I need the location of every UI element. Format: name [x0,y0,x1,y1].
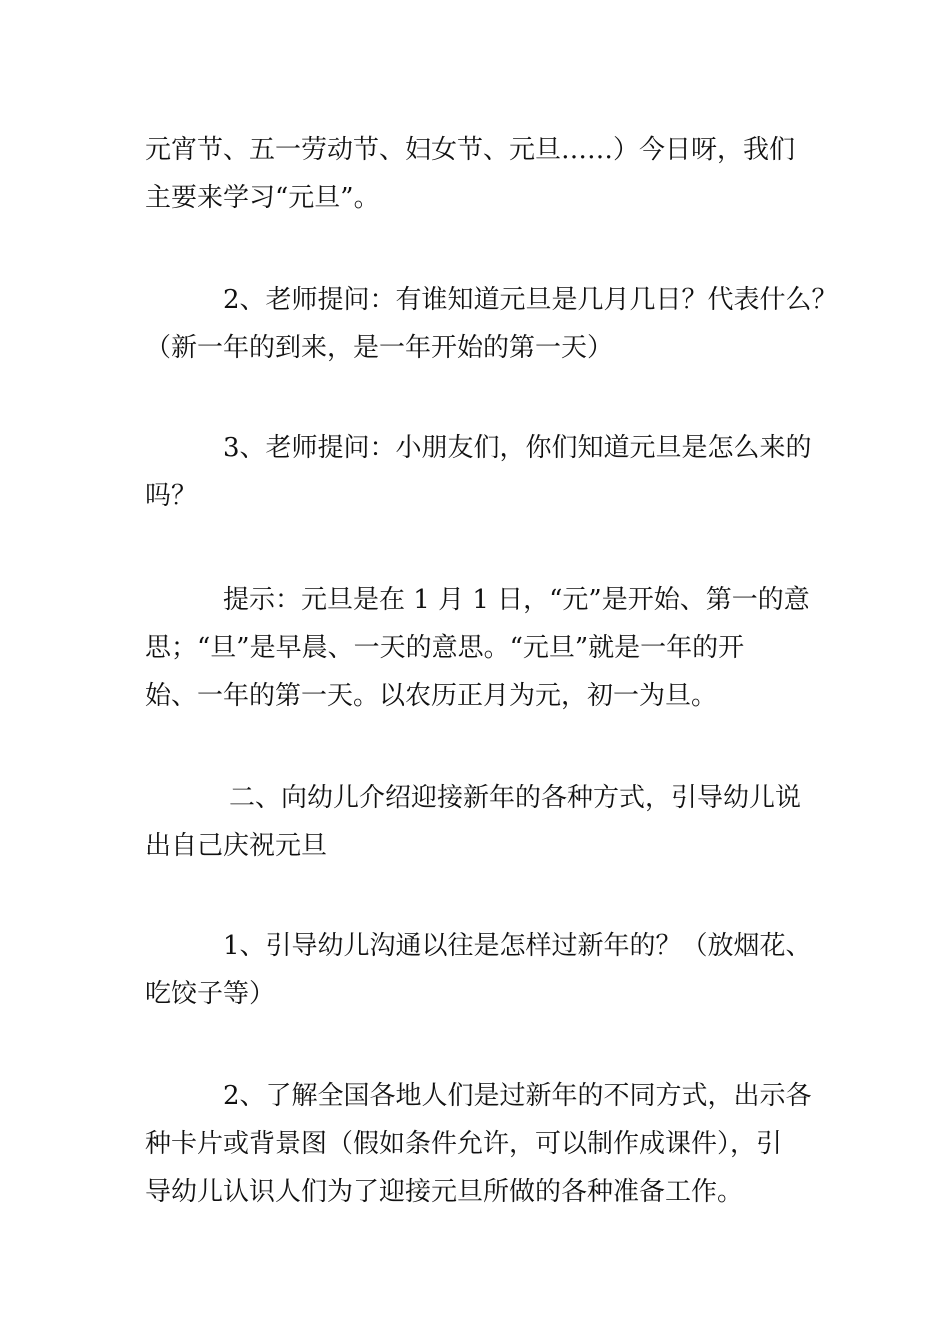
text-line: 2、了解全国各地人们是过新年的不同方式，出示各 [223,1081,812,1111]
paragraph-question-3 [145,424,815,520]
text-line: 提示：元旦是在 1 月 1 日，“元”是开始、第一的意 [223,585,810,615]
paragraph-intro-continuation [145,126,815,222]
text-line: 主要来学习“元旦”。 [145,183,380,213]
text-line: （新一年的到来，是一年开始的第一天） [145,333,614,363]
paragraph-section-2 [145,774,815,870]
paragraph-step-2 [145,1072,815,1216]
section-heading-line: 出自己庆祝元旦 [145,831,328,861]
text-line: 种卡片或背景图（假如条件允许，可以制作成课件），引 [145,1129,783,1159]
text-line: 2、老师提问：有谁知道元旦是几月几日？代表什么？ [223,285,838,315]
text-line: 吗？ [145,481,198,511]
text-line: 吃饺子等） [145,979,276,1009]
paragraph-step-1 [145,922,815,1018]
text-line: 1、引导幼儿沟通以往是怎样过新年的？（放烟花、 [223,931,812,961]
text-line: 3、老师提问：小朋友们，你们知道元旦是怎么来的 [223,433,812,463]
paragraph-hint [145,576,815,720]
text-line: 元宵节、五一劳动节、妇女节、元旦……）今日呀，我们 [145,135,796,165]
text-line: 思；“旦”是早晨、一天的意思。“元旦”就是一年的开 [145,633,745,663]
text-line: 导幼儿认识人们为了迎接元旦所做的各种准备工作。 [145,1177,744,1207]
paragraph-question-2 [145,276,838,372]
section-heading-line: 二、向幼儿介绍迎接新年的各种方式，引导幼儿说 [229,783,802,813]
text-line: 始、一年的第一天。以农历正月为元，初一为旦。 [145,681,718,711]
